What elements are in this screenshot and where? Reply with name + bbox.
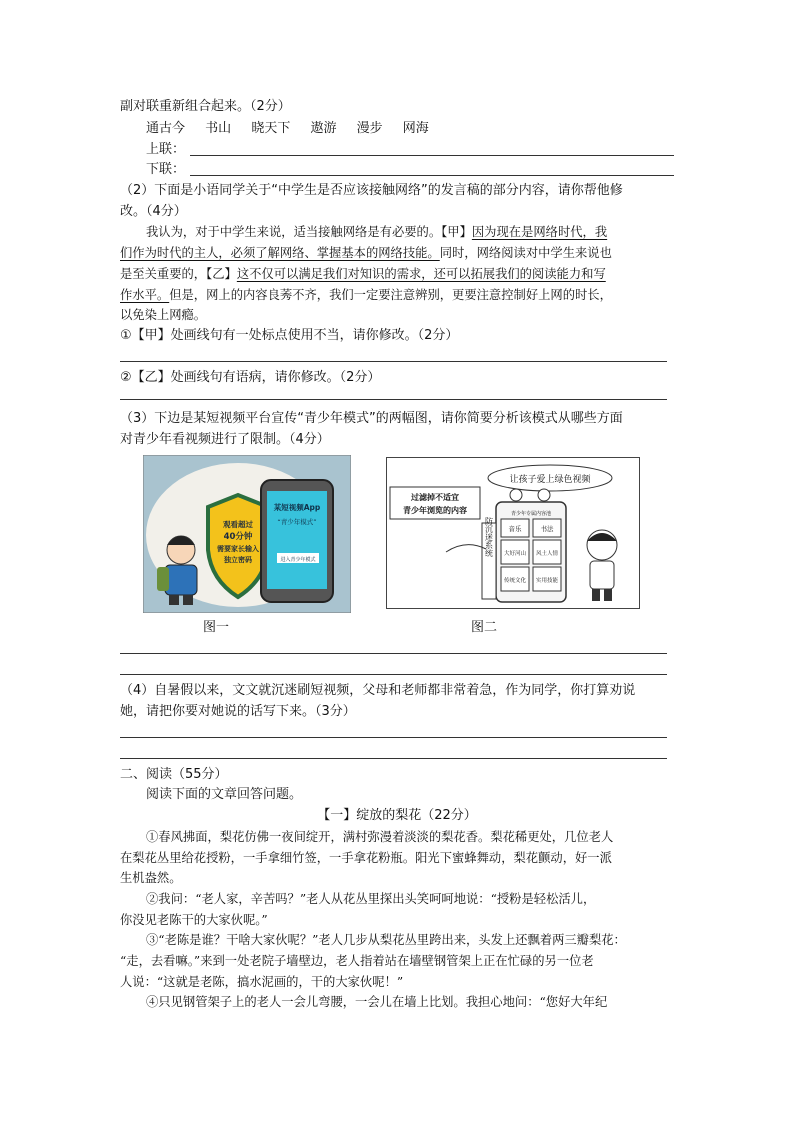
anti-addiction-label: 防沉迷系统 — [484, 517, 494, 557]
word: 网海 — [402, 121, 429, 136]
shield-text: 40分钟 — [223, 532, 253, 542]
upper-couplet-label: 上联： — [146, 142, 186, 157]
figure-two-illustration — [386, 457, 640, 609]
yi-underlined-sentence: 这不仅可以满足我们对知识的需求，还可以拓展我们的阅读能力和写 — [236, 267, 606, 281]
phone-subtitle: “青少年模式” — [277, 518, 317, 526]
article-line: 在梨花丛里给花授粉，一手拿细竹签，一手拿花粉瓶。阳光下蜜蜂舞动，梨花颤动，好一派 — [120, 851, 612, 865]
q1-intro: 副对联重新组合起来。（2分） — [120, 99, 291, 114]
q2-prompt-line1: （2）下面是小语同学关于“中学生是否应该接触网络”的发言稿的部分内容，请你帮他修 — [120, 183, 623, 198]
article-line: ③“老陈是谁？干啥大家伙呢？”老人几步从梨花丛里跨出来，头发上还飘着两三瓣梨花： — [146, 933, 626, 947]
q3-prompt-line2: 对青少年看视频进行了限制。（4分） — [120, 432, 330, 447]
article-line: ①春风拂面，梨花仿佛一夜间绽开，满村弥漫着淡淡的梨花香。梨花稀更处，几位老人 — [146, 830, 614, 844]
q3-prompt-line1: （3）下边是某短视频平台宣传“青少年模式”的两幅图，请你简要分析该模式从哪些方面 — [120, 411, 623, 426]
shield-text: 需要家长输入 — [217, 545, 259, 553]
q3-answer-line-2[interactable] — [120, 674, 667, 675]
q2-sub2: ②【乙】处画线句有语病，请你修改。（2分） — [120, 370, 381, 385]
speech-line3: 是至关重要的，【乙】这不仅可以满足我们对知识的需求，还可以拓展我们的阅读能力和写 — [120, 267, 606, 281]
article-line: 人说：“这就是老陈，搞水泥画的，干的大家伙呢！” — [120, 975, 404, 989]
q4-answer-line-2[interactable] — [120, 758, 667, 759]
q4-prompt-line2: 她，请把你要对她说的话写下来。（3分） — [120, 704, 356, 719]
filter-box-text: 过滤掉不适宜 — [411, 493, 459, 502]
q2-prompt-line2: 改。（4分） — [120, 204, 187, 219]
speech-line5: 以免染上网瘾。 — [120, 308, 207, 322]
tablet-cell: 实用技能 — [535, 578, 559, 584]
q2-sub1: ①【甲】处画线句有一处标点使用不当，请你修改。（2分） — [120, 328, 459, 343]
q4-answer-line-1[interactable] — [120, 737, 667, 738]
article-line: 你没见老陈干的大家伙呢。” — [120, 913, 268, 927]
phone-button-text: 进入青少年模式 — [280, 557, 316, 563]
upper-couplet-answer-line[interactable] — [190, 155, 674, 156]
word: 通古今 — [146, 121, 186, 136]
word: 书山 — [205, 121, 232, 136]
section-heading: 二、阅读（55分） — [120, 767, 228, 782]
speech-line1: 我认为，对于中学生来说，适当接触网络是有必要的。【甲】因为现在是网络时代，我 — [146, 225, 608, 239]
lower-couplet-answer-line[interactable] — [190, 175, 674, 176]
article-line: 生机盎然。 — [120, 871, 182, 885]
word: 遨游 — [310, 121, 337, 136]
tablet-cell: 音乐 — [508, 525, 522, 533]
word: 晓天下 — [251, 121, 291, 136]
q2-sub2-answer-line[interactable] — [120, 399, 667, 400]
figure-two-caption: 图二 — [471, 620, 498, 635]
reading-instruction: 阅读下面的文章回答问题。 — [146, 787, 303, 802]
figure-one-caption: 图一 — [203, 620, 230, 635]
tablet-cell: 大好河山 — [503, 551, 527, 557]
lower-couplet-label: 下联： — [146, 162, 186, 177]
article-line: “走，去看嘛。”来到一处老院子墙壁边，老人指着站在墙壁钢管架上正在忙碌的另一位老 — [120, 954, 594, 968]
jia-underlined-sentence: 因为现在是网络时代，我 — [471, 225, 608, 239]
q3-answer-line-1[interactable] — [120, 653, 667, 654]
q2-sub1-answer-line[interactable] — [120, 361, 667, 362]
phone-title: 某短视频App — [273, 503, 321, 512]
word: 漫步 — [356, 121, 383, 136]
q4-prompt-line1: （4）自暑假以来，文文就沉迷刷短视频，父母和老师都非常着急，作为同学，你打算劝说 — [120, 683, 636, 698]
article-line: ②我问：“老人家，辛苦吗？”老人从花丛里探出头笑呵呵地说：“授粉是轻松活儿， — [146, 892, 596, 906]
speech-line4: 作水平。但是，网上的内容良莠不齐，我们一定要注意辨别，更要注意控制好上网的时长， — [120, 288, 612, 302]
tablet-cell: 风土人情 — [535, 551, 559, 557]
article-title: 【一】绽放的梨花（22分） — [317, 808, 477, 823]
filter-box-text: 青少年浏览的内容 — [403, 506, 467, 515]
shield-text: 独立密码 — [224, 556, 252, 564]
tablet-cell: 书法 — [540, 525, 554, 533]
q1-word-list — [146, 120, 445, 138]
figure-one-illustration — [143, 455, 351, 613]
speech-bubble-text: 让孩子爱上绿色视频 — [509, 475, 591, 485]
tablet-cell: 传统文化 — [503, 578, 527, 584]
speech-line2: 们作为时代的主人，必须了解网络、掌握基本的网络技能。同时，网络阅读对中学生来说也 — [120, 246, 612, 260]
shield-text: 观看超过 — [223, 520, 253, 529]
tablet-title: 青少年专属内容池 — [510, 511, 552, 517]
article-line: ④只见钢管架子上的老人一会儿弯腰，一会儿在墙上比划。我担心地问：“您好大年纪 — [146, 995, 608, 1009]
